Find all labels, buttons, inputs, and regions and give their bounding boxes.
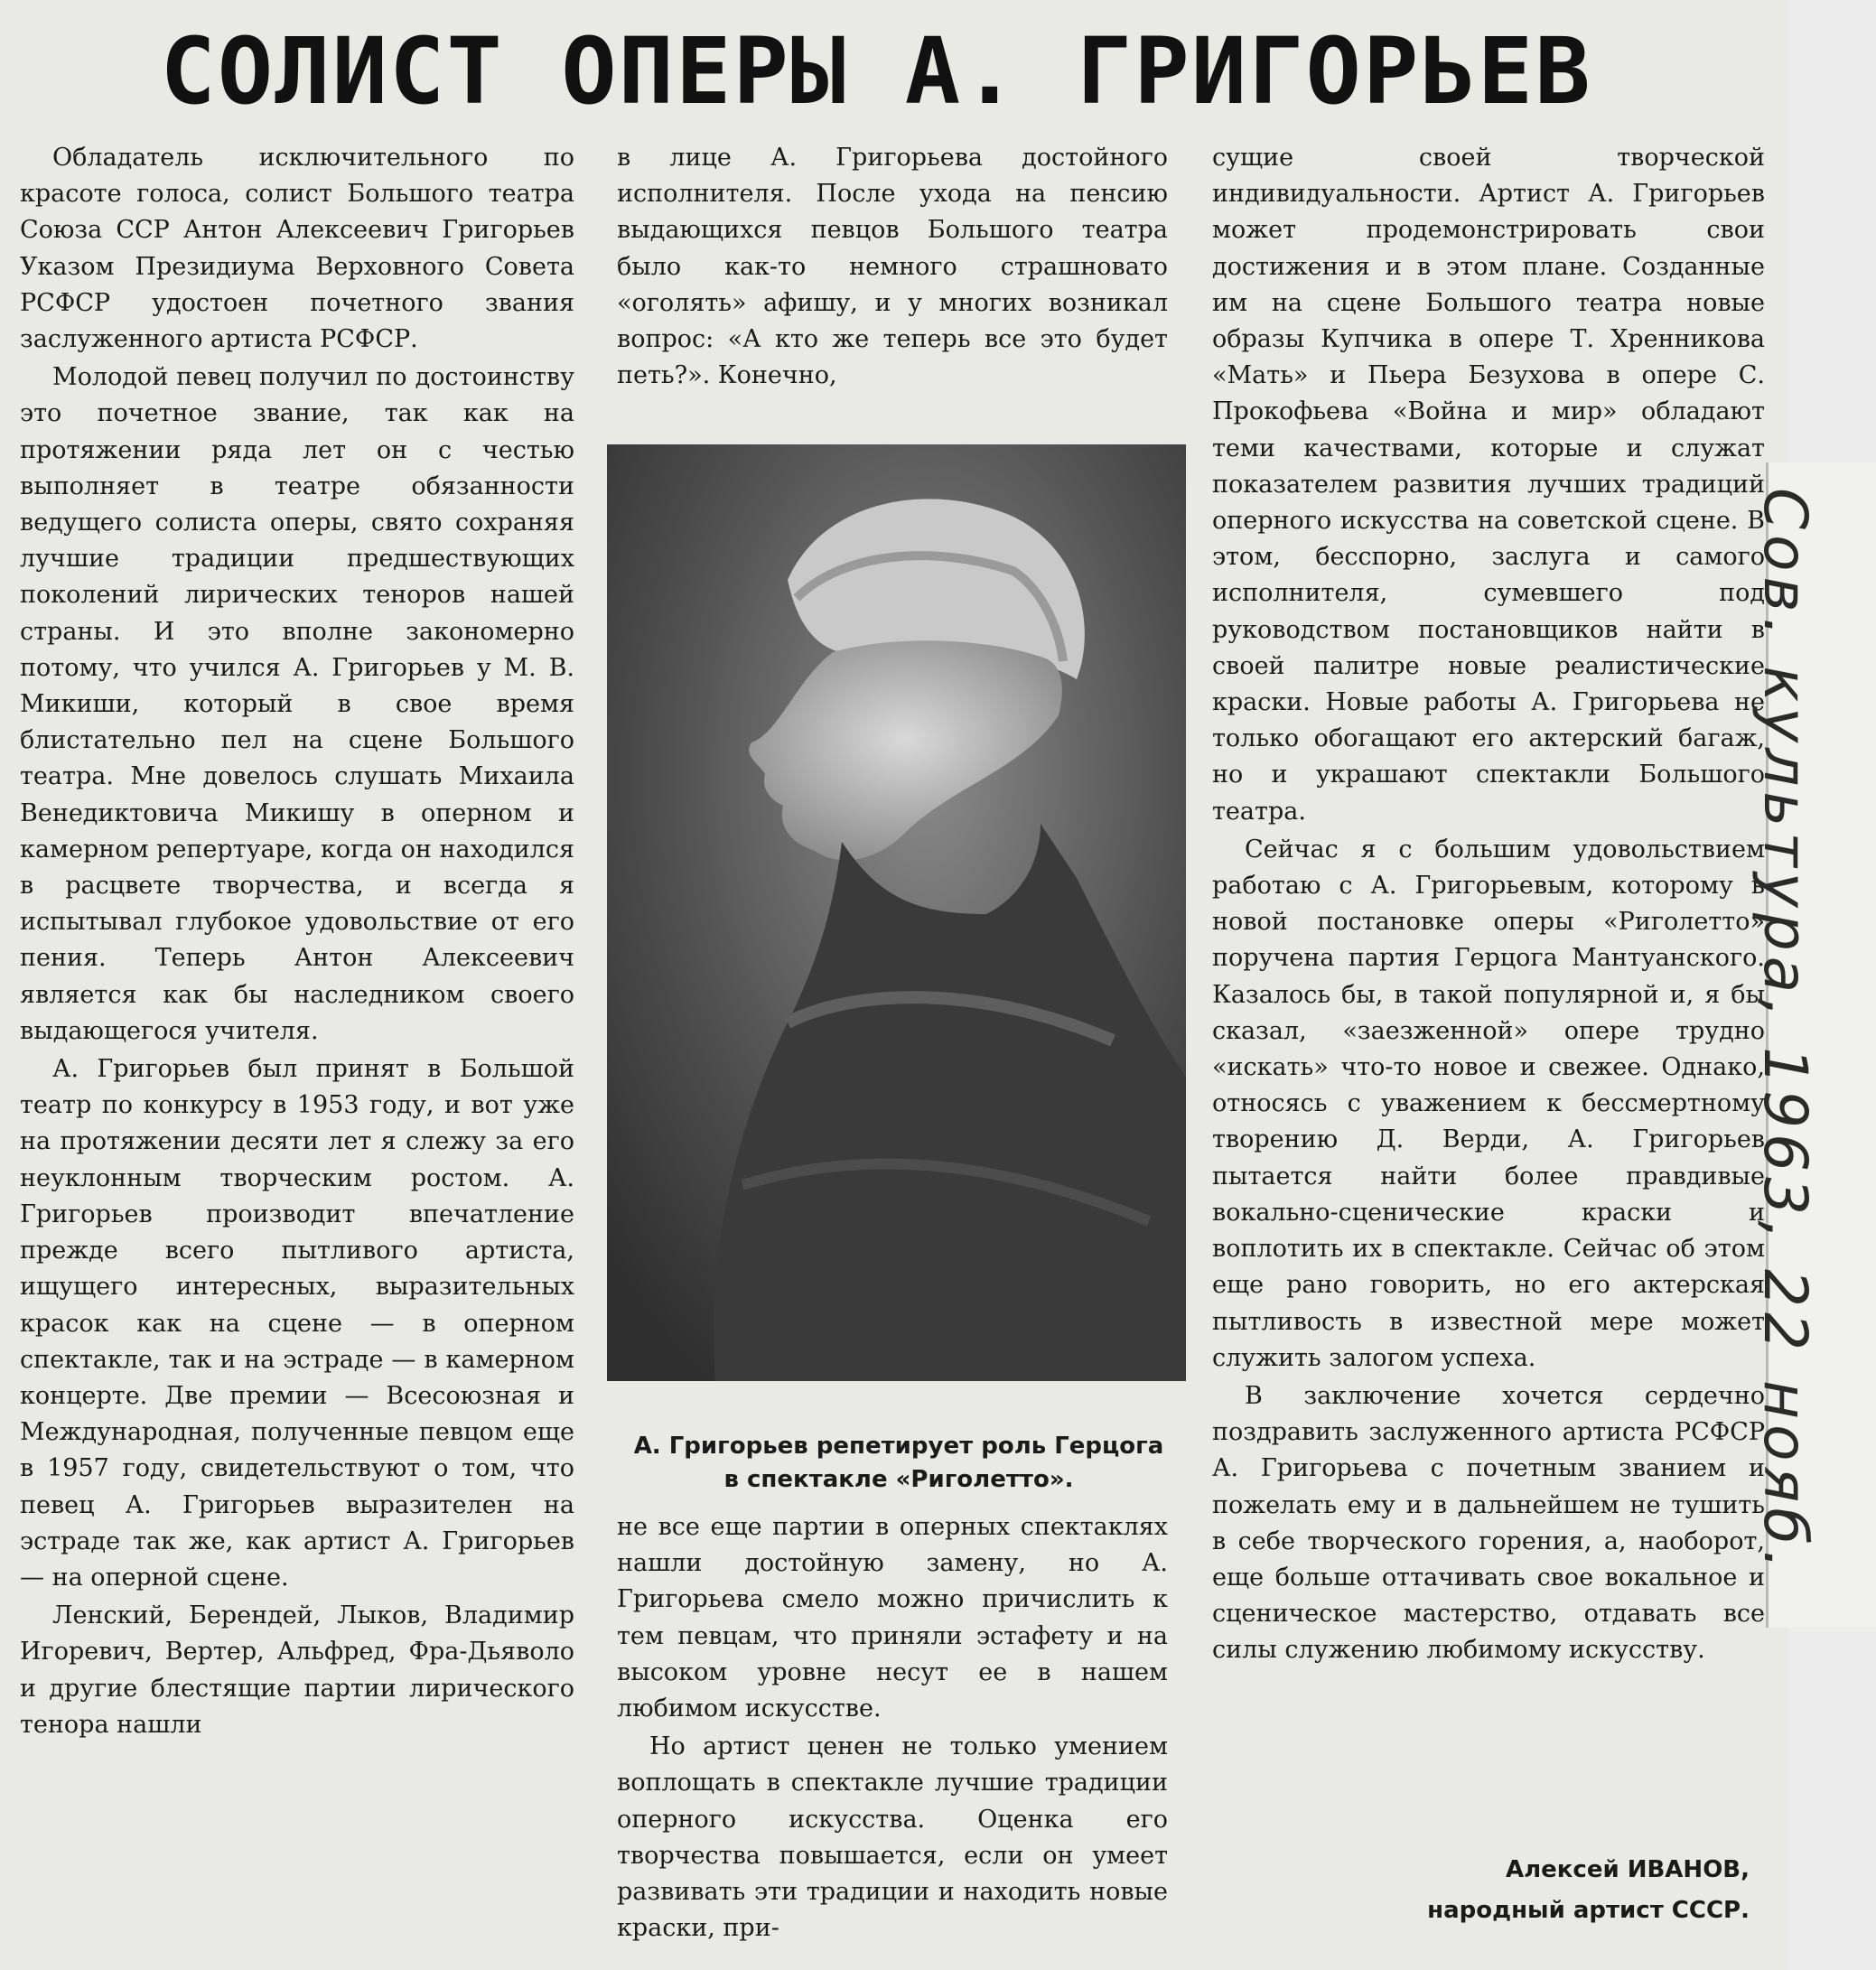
portrait-image — [607, 444, 1186, 1381]
paragraph: Обладатель исключительного по красоте голоса, солист Большого театра Союза ССР Антон Алексеевич Григорьев Указом Президиума Верховного Совета РСФСР удостоен почетного звания заслуженного артиста РСФСР. — [20, 144, 574, 354]
author-name: Алексей ИВАНОВ, — [1505, 1856, 1750, 1883]
handwritten-note-text: Сов. культура, 1963, 22 нояб. — [1750, 488, 1820, 1574]
author-title: народный артист СССР. — [1427, 1897, 1750, 1924]
portrait-photo — [607, 444, 1186, 1381]
paragraph: А. Григорьев был принят в Большой театр по конкурсу в 1953 году, и вот уже на протяжении десяти лет я слежу за его неуклонным творческим ростом. А. Григорьев производит впечатление прежде всего пытливого артиста, ищущего интересных, выразительных красок как на сцене — в оперном спектакле, так и на эстраде — в камерном концерте. Две премии — Всесоюзная и Международная, полученные певцом еще в 1957 году, свидетельствуют о том, что певец А. Григорьев выразителен на эстраде так же, как артист А. Григорьев — на оперной сцене. — [20, 1055, 574, 1592]
headline: СОЛИСТ ОПЕРЫ А. ГРИГОРЬЕВ — [160, 18, 1592, 126]
photo-caption: А. Григорьев репетирует роль Герцога в спектакле «Риголетто». — [633, 1433, 1164, 1493]
author-signature — [1427, 1850, 1750, 1931]
paragraph: Но артист ценен не только умением воплощать в спектакле лучшие традиции оперного искусства. Оценка его творчества повышается, если он умеет развивать эти традиции и находить новые краски, при- — [617, 1732, 1168, 1943]
column-1 — [20, 140, 574, 1745]
column-3 — [1212, 140, 1765, 1671]
column-2-top — [617, 140, 1168, 396]
paragraph: в лице А. Григорьева достойного исполнителя. После ухода на пенсию выдающихся певцов Большого театра было как-то немного страшновато «оголять» афишу, и у многих возникал вопрос: «А кто же теперь все это будет петь?». Конечно, — [617, 144, 1168, 390]
paragraph: не все еще партии в оперных спектаклях нашли достойную замену, но А. Григорьева смело можно причислить к тем певцам, что приняли эстафету и на высоком уровне несут ее в нашем любимом искусстве. — [617, 1513, 1168, 1723]
paragraph: Сейчас я с большим удовольствием работаю с А. Григорьевым, которому в новой постановке оперы «Риголетто» поручена партия Герцога Мантуанского. Казалось бы, в такой популярной и, я бы сказал, «заезженной» опере трудно «искать» что-то новое и свежее. Однако, относясь с уважением к бессмертному творению Д. Верди, А. Григорьев пытается найти более правдивые вокально-сценические краски и воплотить их в спектакле. Сейчас об этом еще рано говорить, но его актерская пытливость в известной мере может служить залогом успеха. — [1212, 835, 1765, 1372]
handwritten-note — [1750, 488, 1865, 1617]
paragraph: Ленский, Берендей, Лыков, Владимир Игоревич, Вертер, Альфред, Фра-Дьяволо и другие блестящие партии лирического тенора нашли — [20, 1601, 574, 1739]
column-2-bottom — [617, 1509, 1168, 1948]
paragraph: Молодой певец получил по достоинству это почетное звание, так как на протяжении ряда лет он с честью выполняет в театре обязанности ведущего солиста оперы, свято сохраняя лучшие традиции предшествующих поколений лирических теноров нашей страны. И это вполне закономерно потому, что учился А. Григорьев у М. В. Микиши, который в свое время блистательно пел на сцене Большого театра. Мне довелось слушать Михаила Венедиктовича Микишу в оперном и камерном репертуаре, когда он находился в расцвете творчества, и всегда я испытывал глубокое удовольствие от его пения. Теперь Антон Алексеевич является как бы наследником своего выдающегося учителя. — [20, 363, 574, 1045]
paragraph: В заключение хочется сердечно поздравить заслуженного артиста РСФСР А. Григорьева с почетным званием и пожелать ему и в дальнейшем не тушить в себе творческого горения, а, наоборот, еще больше оттачивать свое вокальное и сценическое мастерство, отдавать все силы служению любимому искусству. — [1212, 1381, 1765, 1665]
paragraph: сущие своей творческой индивидуальности. Артист А. Григорьев может продемонстрировать свои достижения и в этом плане. Созданные им на сцене Большого театра новые образы Купчика в опере Т. Хренникова «Мать» и Пьера Безухова в опере С. Прокофьева «Война и мир» обладают теми качествами, которые и служат показателем развития лучших традиций оперного искусства на советской сцене. В этом, бесспорно, заслуга и самого исполнителя, сумевшего под руководством постановщиков найти в своей палитре новые реалистические краски. Новые работы А. Григорьева не только обогащают его актерский багаж, но и украшают спектакли Большого театра. — [1212, 144, 1765, 826]
